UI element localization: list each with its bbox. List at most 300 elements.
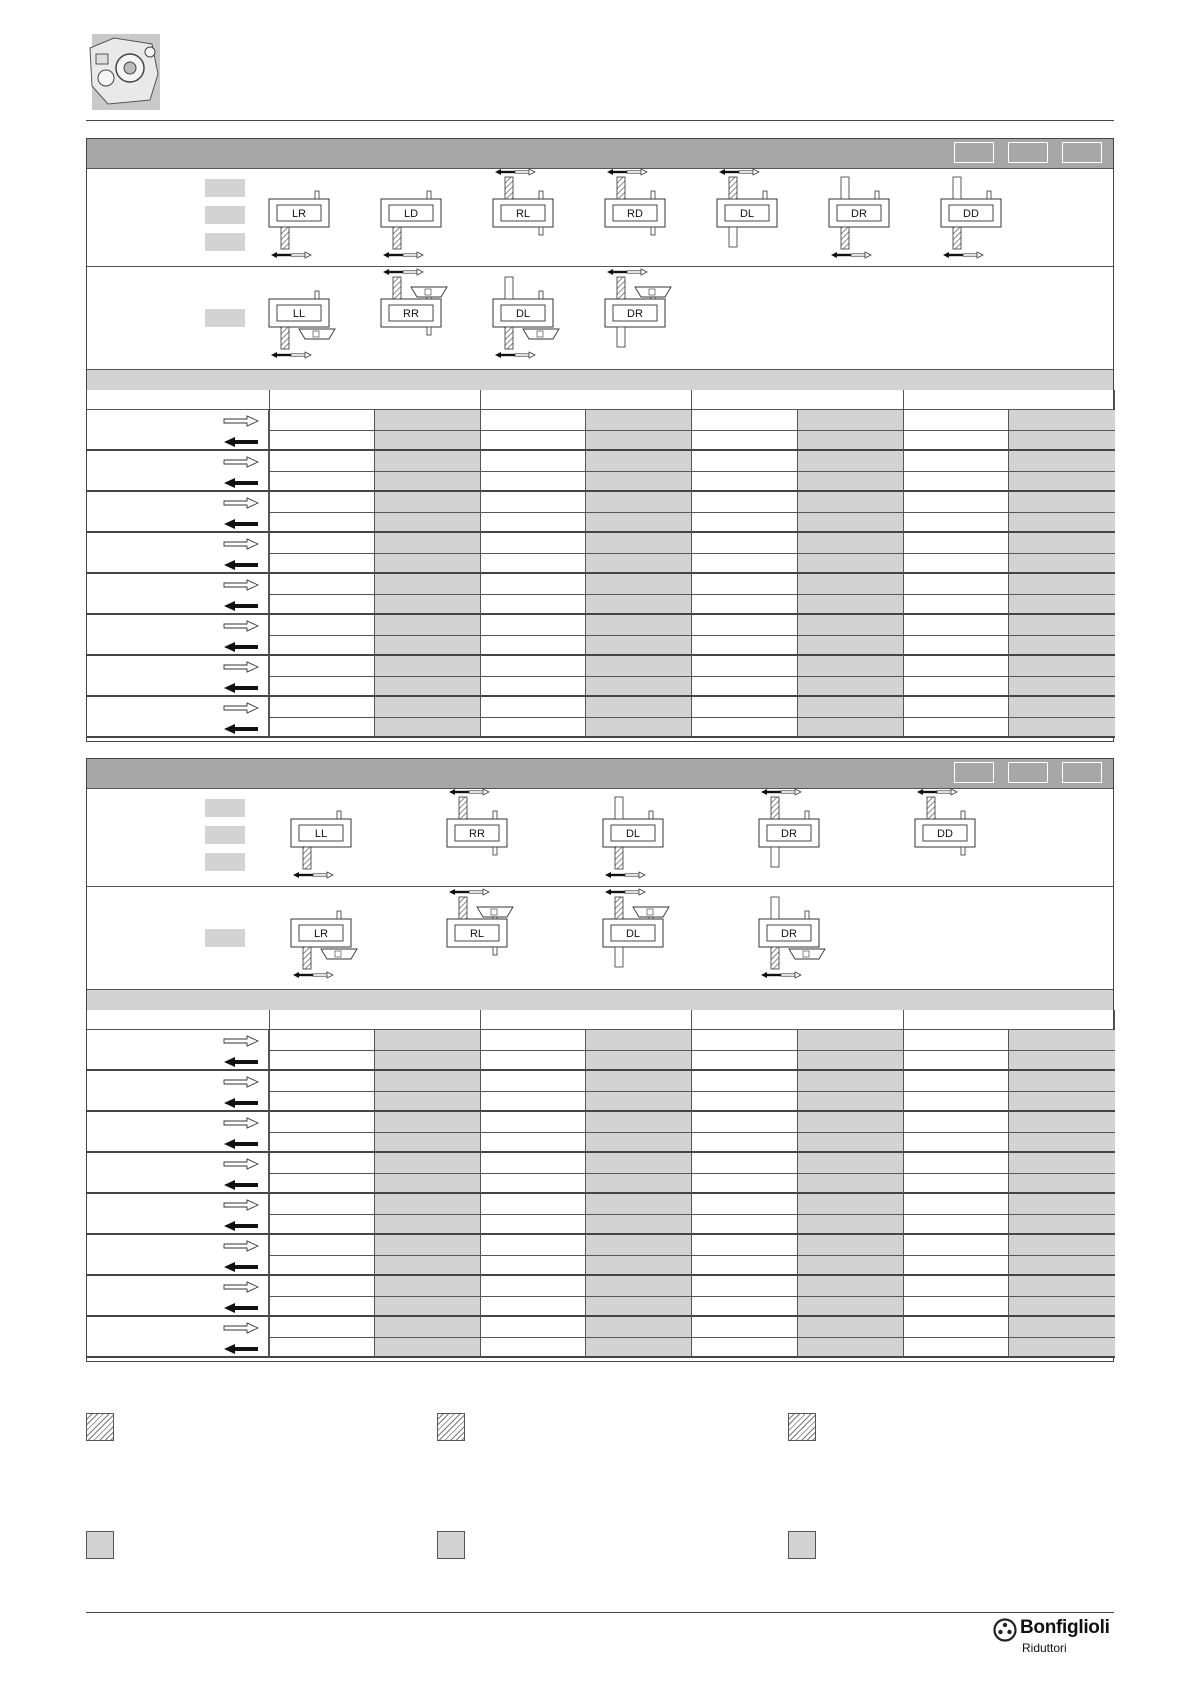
data-cell	[375, 533, 481, 554]
data-cell	[481, 677, 587, 698]
data-cell	[481, 1235, 587, 1256]
data-cell	[269, 1092, 375, 1113]
data-cell	[1009, 533, 1115, 554]
data-cell	[375, 1030, 481, 1051]
data-cell	[798, 1235, 904, 1256]
data-cell	[692, 1030, 798, 1051]
data-cell	[692, 1276, 798, 1297]
header-rule	[86, 120, 1114, 121]
data-cell	[586, 615, 692, 636]
data-cell	[1009, 574, 1115, 595]
data-cell	[269, 472, 375, 493]
data-cell	[904, 1051, 1010, 1072]
diagram-label: RD	[627, 208, 643, 220]
mounting-diagram-rr	[369, 267, 449, 363]
data-cell	[904, 1071, 1010, 1092]
data-cell	[481, 1297, 587, 1318]
arrow-solid-left-icon	[223, 1260, 259, 1278]
panel-header-bar	[87, 759, 1113, 789]
data-cell	[798, 1256, 904, 1277]
arrow-outline-right-icon	[223, 1116, 259, 1134]
data-cell	[904, 1174, 1010, 1195]
data-cell	[375, 697, 481, 718]
data-cell	[904, 1276, 1010, 1297]
data-cell	[375, 1215, 481, 1236]
data-cell	[692, 472, 798, 493]
diagram-label: LR	[291, 208, 307, 220]
data-cell	[904, 1030, 1010, 1051]
data-cell	[586, 1133, 692, 1154]
arrow-solid-left-icon	[223, 1055, 259, 1073]
mounting-diagram-dr	[593, 267, 673, 363]
data-cell	[1009, 1317, 1115, 1338]
mounting-diagram-ll	[279, 787, 359, 883]
data-cell	[481, 554, 587, 575]
data-cell	[904, 1256, 1010, 1277]
header-box	[1062, 762, 1102, 783]
data-cell	[692, 533, 798, 554]
legend-hatched-swatch	[788, 1413, 816, 1441]
data-cell	[375, 1133, 481, 1154]
data-cell	[904, 431, 1010, 452]
data-cell	[692, 513, 798, 534]
data-cell	[904, 1092, 1010, 1113]
data-cell	[798, 451, 904, 472]
arrow-outline-right-icon	[223, 537, 259, 555]
data-cell	[481, 472, 587, 493]
data-cell	[1009, 1092, 1115, 1113]
mounting-swatch	[205, 929, 245, 947]
data-cell	[1009, 595, 1115, 616]
arrow-outline-right-icon	[223, 619, 259, 637]
diagram-label: DL	[625, 828, 641, 840]
data-cell	[798, 1194, 904, 1215]
data-cell	[375, 1235, 481, 1256]
data-cell	[269, 1276, 375, 1297]
diagram-label: DL	[515, 308, 531, 320]
data-cell	[692, 1297, 798, 1318]
data-cell	[269, 615, 375, 636]
mounting-diagram-rr	[435, 787, 515, 883]
column-group-header	[269, 1010, 481, 1030]
data-cell	[798, 1133, 904, 1154]
data-cell	[481, 718, 587, 739]
data-cell	[798, 1153, 904, 1174]
mounting-diagram-dr	[747, 887, 827, 983]
arrow-solid-left-icon	[223, 1137, 259, 1155]
data-cell	[375, 574, 481, 595]
arrow-solid-left-icon	[223, 1342, 259, 1360]
data-cell	[586, 1174, 692, 1195]
data-cell	[586, 697, 692, 718]
data-cell	[904, 1194, 1010, 1215]
data-cell	[481, 513, 587, 534]
data-cell	[269, 1112, 375, 1133]
data-cell	[586, 1153, 692, 1174]
data-cell	[375, 1338, 481, 1359]
data-cell	[1009, 1112, 1115, 1133]
mounting-swatch	[205, 233, 245, 251]
data-cell	[481, 1338, 587, 1359]
data-cell	[1009, 1256, 1115, 1277]
data-cell	[692, 1092, 798, 1113]
mounting-diagram-ld	[369, 167, 449, 263]
data-cell	[904, 1317, 1010, 1338]
data-cell	[481, 410, 587, 431]
row-header-cell	[87, 1010, 269, 1030]
data-cell	[692, 1153, 798, 1174]
data-cell	[586, 1051, 692, 1072]
arrow-outline-right-icon	[223, 414, 259, 432]
arrow-solid-left-icon	[223, 640, 259, 658]
data-cell	[375, 595, 481, 616]
data-cell	[1009, 718, 1115, 739]
diagram-label: DR	[781, 928, 797, 940]
data-cell	[481, 595, 587, 616]
column-group-header	[269, 390, 481, 410]
data-cell	[798, 513, 904, 534]
data-cell	[692, 1071, 798, 1092]
data-cell	[692, 1133, 798, 1154]
data-cell	[586, 636, 692, 657]
mounting-diagram-dr	[817, 167, 897, 263]
data-cell	[692, 595, 798, 616]
data-cell	[375, 718, 481, 739]
data-cell	[375, 1112, 481, 1133]
data-cell	[1009, 1174, 1115, 1195]
data-cell	[1009, 1215, 1115, 1236]
mounting-diagram-rl	[435, 887, 515, 983]
arrow-solid-left-icon	[223, 435, 259, 453]
data-cell	[1009, 697, 1115, 718]
data-cell	[904, 1215, 1010, 1236]
data-cell	[586, 554, 692, 575]
data-cell	[1009, 677, 1115, 698]
data-cell	[904, 1133, 1010, 1154]
data-cell	[798, 1297, 904, 1318]
header-box	[954, 762, 994, 783]
arrow-outline-right-icon	[223, 1157, 259, 1175]
data-cell	[375, 1297, 481, 1318]
data-cell	[692, 1194, 798, 1215]
data-cell	[375, 677, 481, 698]
data-cell	[798, 1051, 904, 1072]
data-cell	[375, 1051, 481, 1072]
data-cell	[481, 615, 587, 636]
diagram-label: DD	[963, 208, 979, 220]
data-cell	[904, 492, 1010, 513]
data-cell	[375, 1071, 481, 1092]
data-cell	[798, 472, 904, 493]
diagram-label: LR	[313, 928, 329, 940]
diagram-label: RR	[403, 308, 419, 320]
data-cell	[481, 697, 587, 718]
data-cell	[586, 574, 692, 595]
data-cell	[692, 615, 798, 636]
data-cell	[481, 1051, 587, 1072]
data-cell	[586, 410, 692, 431]
data-cell	[375, 513, 481, 534]
data-cell	[798, 1215, 904, 1236]
logo-brand: Bonfiglioli	[1020, 1617, 1110, 1638]
data-cell	[798, 1276, 904, 1297]
data-cell	[798, 718, 904, 739]
data-cell	[586, 1297, 692, 1318]
arrow-outline-right-icon	[223, 1239, 259, 1257]
data-cell	[269, 451, 375, 472]
legend-grey-swatch	[437, 1531, 465, 1559]
data-cell	[586, 513, 692, 534]
arrow-outline-right-icon	[223, 1075, 259, 1093]
data-cell	[798, 595, 904, 616]
data-cell	[692, 451, 798, 472]
data-cell	[269, 431, 375, 452]
data-cell	[798, 656, 904, 677]
mounting-diagram-dl	[591, 787, 671, 883]
data-cell	[586, 656, 692, 677]
header-box	[1008, 142, 1048, 163]
legend-grey-swatch	[788, 1531, 816, 1559]
data-cell	[1009, 615, 1115, 636]
data-cell	[586, 1317, 692, 1338]
configuration-panel-2	[86, 758, 1114, 1362]
data-cell	[481, 492, 587, 513]
arrow-solid-left-icon	[223, 599, 259, 617]
data-cell	[375, 1092, 481, 1113]
data-cell	[481, 1030, 587, 1051]
data-cell	[904, 656, 1010, 677]
data-cell	[1009, 1297, 1115, 1318]
data-cell	[692, 718, 798, 739]
diagram-label: LL	[292, 308, 306, 320]
data-cell	[1009, 1276, 1115, 1297]
data-cell	[798, 636, 904, 657]
mounting-diagram-rl	[481, 167, 561, 263]
data-cell	[692, 656, 798, 677]
data-cell	[1009, 1194, 1115, 1215]
data-cell	[269, 1071, 375, 1092]
mounting-swatch	[205, 206, 245, 224]
data-cell	[269, 1235, 375, 1256]
data-cell	[586, 718, 692, 739]
data-cell	[692, 1338, 798, 1359]
table-title-bar	[87, 370, 1113, 390]
data-cell	[904, 1297, 1010, 1318]
data-cell	[375, 656, 481, 677]
footer-rule	[86, 1612, 1114, 1613]
data-cell	[375, 1174, 481, 1195]
header-box	[954, 142, 994, 163]
data-cell	[375, 1194, 481, 1215]
data-cell	[904, 1153, 1010, 1174]
data-cell	[586, 1030, 692, 1051]
diagram-label: DL	[625, 928, 641, 940]
data-cell	[1009, 492, 1115, 513]
arrow-outline-right-icon	[223, 1198, 259, 1216]
data-cell	[692, 697, 798, 718]
data-cell	[269, 533, 375, 554]
row-header-cell	[87, 390, 269, 410]
data-cell	[586, 492, 692, 513]
arrow-solid-left-icon	[223, 1219, 259, 1237]
table-title-bar	[87, 990, 1113, 1010]
arrow-outline-right-icon	[223, 1280, 259, 1298]
arrow-solid-left-icon	[223, 558, 259, 576]
data-cell	[481, 1153, 587, 1174]
data-cell	[692, 431, 798, 452]
data-cell	[269, 697, 375, 718]
mounting-diagram-lr	[257, 167, 337, 263]
data-cell	[586, 1071, 692, 1092]
data-cell	[269, 410, 375, 431]
data-cell	[904, 472, 1010, 493]
arrow-outline-right-icon	[223, 578, 259, 596]
data-cell	[269, 636, 375, 657]
data-cell	[586, 1338, 692, 1359]
arrow-outline-right-icon	[223, 496, 259, 514]
data-cell	[481, 1174, 587, 1195]
legend-hatched-swatch	[86, 1413, 114, 1441]
data-cell	[269, 718, 375, 739]
data-cell	[481, 533, 587, 554]
data-cell	[375, 431, 481, 452]
mounting-swatch	[205, 853, 245, 871]
data-cell	[481, 1317, 587, 1338]
data-cell	[1009, 1338, 1115, 1359]
data-cell	[692, 1235, 798, 1256]
data-cell	[798, 1338, 904, 1359]
column-group-header	[692, 390, 904, 410]
data-cell	[269, 1153, 375, 1174]
mounting-diagram-dr	[747, 787, 827, 883]
legend-grey-swatch	[86, 1531, 114, 1559]
data-cell	[269, 1174, 375, 1195]
panel-header-bar	[87, 139, 1113, 169]
data-cell	[269, 1051, 375, 1072]
diagram-label: DR	[851, 208, 867, 220]
data-cell	[269, 1256, 375, 1277]
data-cell	[1009, 636, 1115, 657]
data-cell	[481, 574, 587, 595]
data-cell	[586, 595, 692, 616]
data-cell	[375, 1256, 481, 1277]
data-cell	[1009, 1133, 1115, 1154]
data-cell	[904, 636, 1010, 657]
data-cell	[481, 656, 587, 677]
data-cell	[1009, 1153, 1115, 1174]
data-cell	[904, 697, 1010, 718]
data-cell	[1009, 513, 1115, 534]
header-box	[1062, 142, 1102, 163]
data-cell	[375, 472, 481, 493]
data-cell	[269, 595, 375, 616]
arrow-outline-right-icon	[223, 455, 259, 473]
data-cell	[481, 1092, 587, 1113]
data-cell	[692, 554, 798, 575]
arrow-solid-left-icon	[223, 1301, 259, 1319]
data-cell	[586, 1092, 692, 1113]
diagram-label: DL	[739, 208, 755, 220]
mounting-diagram-dl	[591, 887, 671, 983]
diagram-label: DR	[627, 308, 643, 320]
mounting-diagram-rd	[593, 167, 673, 263]
data-cell	[1009, 1071, 1115, 1092]
column-group-header	[481, 1010, 693, 1030]
data-cell	[586, 451, 692, 472]
data-cell	[586, 1256, 692, 1277]
data-cell	[692, 1256, 798, 1277]
diagram-label: DD	[937, 828, 953, 840]
data-cell	[798, 677, 904, 698]
data-cell	[375, 492, 481, 513]
column-group-header	[692, 1010, 904, 1030]
data-cell	[904, 410, 1010, 431]
data-cell	[481, 1276, 587, 1297]
data-cell	[1009, 410, 1115, 431]
diagram-label: DR	[781, 828, 797, 840]
mounting-diagram-lr	[279, 887, 359, 983]
arrow-outline-right-icon	[223, 1321, 259, 1339]
data-cell	[586, 677, 692, 698]
data-cell	[692, 1317, 798, 1338]
data-cell	[269, 513, 375, 534]
data-cell	[269, 492, 375, 513]
data-cell	[692, 1051, 798, 1072]
data-cell	[481, 451, 587, 472]
data-cell	[586, 1235, 692, 1256]
data-cell	[798, 492, 904, 513]
data-grid	[87, 390, 1113, 742]
data-cell	[692, 492, 798, 513]
data-cell	[586, 472, 692, 493]
data-cell	[586, 533, 692, 554]
data-cell	[692, 1215, 798, 1236]
data-cell	[904, 677, 1010, 698]
data-cell	[798, 615, 904, 636]
mounting-diagram-dd	[929, 167, 1009, 263]
arrow-outline-right-icon	[223, 660, 259, 678]
column-group-header	[481, 390, 693, 410]
data-cell	[904, 513, 1010, 534]
diagram-label: RR	[469, 828, 485, 840]
data-cell	[586, 431, 692, 452]
data-cell	[798, 1092, 904, 1113]
legend-hatched-swatch	[437, 1413, 465, 1441]
data-cell	[798, 431, 904, 452]
mounting-diagram-dd	[903, 787, 983, 883]
arrow-solid-left-icon	[223, 476, 259, 494]
column-group-header	[904, 390, 1116, 410]
data-cell	[481, 636, 587, 657]
mounting-swatch	[205, 799, 245, 817]
data-cell	[586, 1194, 692, 1215]
data-cell	[375, 636, 481, 657]
gear-reducer-photo-icon	[86, 34, 166, 110]
bonfiglioli-logo-icon	[993, 1618, 1017, 1642]
arrow-solid-left-icon	[223, 517, 259, 535]
data-cell	[904, 1112, 1010, 1133]
data-cell	[1009, 1235, 1115, 1256]
data-grid	[87, 1010, 1113, 1362]
data-cell	[375, 1276, 481, 1297]
data-cell	[798, 533, 904, 554]
data-cell	[798, 1030, 904, 1051]
mounting-swatch	[205, 179, 245, 197]
data-cell	[269, 656, 375, 677]
mounting-swatch	[205, 309, 245, 327]
data-cell	[692, 1174, 798, 1195]
data-cell	[904, 718, 1010, 739]
